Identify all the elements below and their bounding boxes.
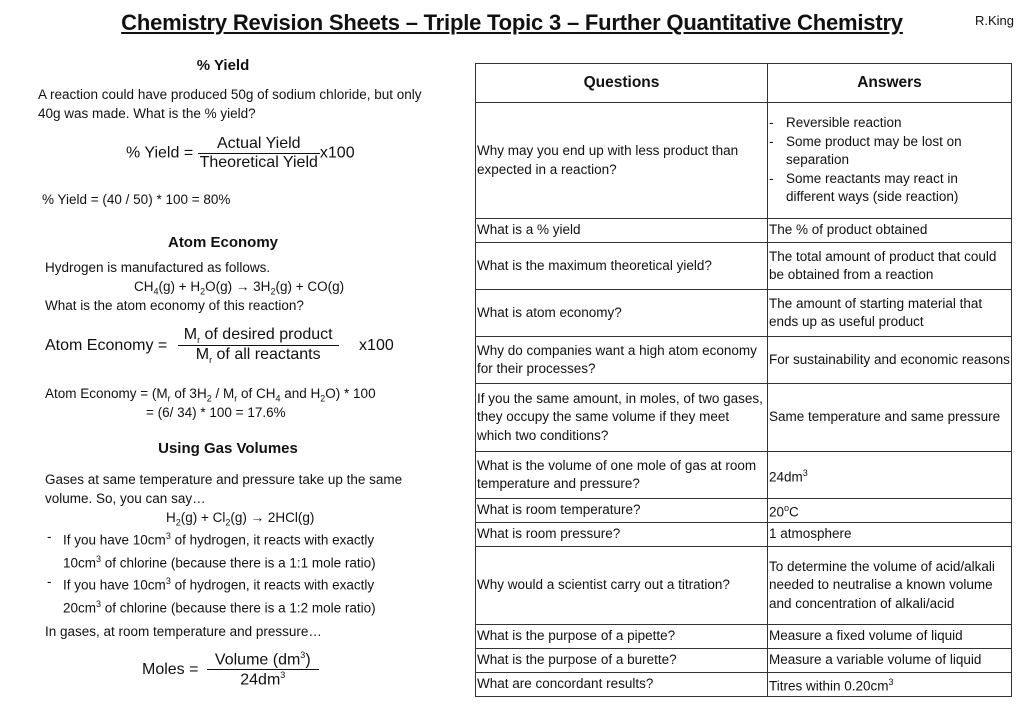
table-row (476, 337, 1012, 384)
answer-cell (768, 103, 1012, 219)
table-row (476, 290, 1012, 337)
question-cell: What is atom economy? (476, 290, 768, 337)
answer-cell: Measure a variable volume of liquid (768, 649, 1012, 673)
table-row (476, 452, 1012, 499)
atom-economy-multiplier: x100 (359, 336, 394, 354)
table-row (476, 384, 1012, 452)
table-row (476, 243, 1012, 290)
answer-cell: 20$^o$C (768, 499, 1012, 523)
atom-economy-answer-line2: = (6/ 34) * 100 = 17.6% (146, 405, 286, 420)
yield-formula-lhs: % Yield = (126, 144, 194, 162)
page-title: Chemistry Revision Sheets – Triple Topic 3 – Further Quantitative Chemistry (121, 10, 903, 35)
answer-cell: Titres within $0.20cm^3$ (768, 673, 1012, 697)
gas-volumes-intro: Gases at same temperature and pressure take up the same volume. So, you can say… (45, 472, 403, 506)
answer-list-item: - Some product may be lost on separation (769, 133, 1010, 170)
atom-economy-intro: Hydrogen is manufactured as follows. (45, 260, 271, 275)
answer-list-item: - Some reactants may react in different ways (side reaction) (769, 170, 1010, 207)
question-cell: What is the purpose of a pipette? (476, 625, 768, 649)
table-row (476, 523, 1012, 547)
answer-cell: $24dm^3$ (768, 452, 1012, 499)
question-cell: Why may you end up with less product than expected in a reaction? (476, 103, 768, 219)
questions-header: Questions (476, 64, 768, 103)
yield-denominator: Theoretical Yield (199, 154, 318, 171)
question-cell: What is the purpose of a burette? (476, 649, 768, 673)
moles-denominator: $24dm^3$ (240, 670, 286, 689)
table-row (476, 219, 1012, 243)
atom-economy-formula (45, 326, 394, 365)
question-cell: Why would a scientist carry out a titration? (476, 547, 768, 625)
table-row (476, 103, 1012, 219)
moles-formula (142, 650, 319, 690)
atom-economy-question: What is the atom economy of this reaction? (45, 298, 304, 313)
question-cell: What is room pressure? (476, 523, 768, 547)
table-row (476, 649, 1012, 673)
atom-economy-numerator: $M_r$ of desired product (178, 326, 339, 346)
question-cell: What are concordant results? (476, 673, 768, 697)
answer-cell: The % of product obtained (768, 219, 1012, 243)
yield-fraction (198, 135, 320, 172)
answer-cell: Same temperature and same pressure (768, 384, 1012, 452)
gas-volumes-bullets (45, 527, 425, 617)
answer-cell: Measure a fixed volume of liquid (768, 625, 1012, 649)
yield-multiplier: x100 (319, 144, 355, 162)
table-header-row (476, 64, 1012, 103)
table-row (476, 499, 1012, 523)
yield-intro: A reaction could have produced 50g of sodium chloride, but only 40g was made. What is the % yield? (38, 87, 422, 121)
yield-formula (126, 135, 355, 172)
yield-answer: % Yield = (40 / 50) * 100 = 80% (42, 192, 231, 207)
answer-cell: For sustainability and economic reasons (768, 337, 1012, 384)
answer-cell: 1 atmosphere (768, 523, 1012, 547)
question-cell: What is the maximum theoretical yield? (476, 243, 768, 290)
question-cell: Why do companies want a high atom economy for their processes? (476, 337, 768, 384)
moles-fraction (207, 650, 319, 690)
atom-economy-heading: Atom Economy (167, 234, 278, 251)
question-cell: If you the same amount, in moles, of two gases, they occupy the same volume if they meet which two conditions? (476, 384, 768, 452)
yield-heading: % Yield (196, 57, 250, 74)
question-cell: What is the volume of one mole of gas at room temperature and pressure? (476, 452, 768, 499)
qa-table (475, 63, 1012, 697)
table-row (476, 625, 1012, 649)
gas-volumes-bullet-2: - If you have $10cm^3$ of hydrogen, it reacts with exactly $20cm^3$ of chlorine (because there is a 1:2 mole ratio) (45, 572, 425, 617)
moles-formula-lhs: Moles = (142, 661, 199, 679)
gas-volumes-equation: $H_2(g) + Cl_2(g) \to 2HCl(g)$ (166, 510, 315, 528)
question-cell: What is room temperature? (476, 499, 768, 523)
answer-cell: To determine the volume of acid/alkali needed to neutralise a known volume and concentration of alkali/acid (768, 547, 1012, 625)
yield-numerator: Actual Yield (198, 135, 320, 154)
atom-economy-denominator: $M_r$ of all reactants (195, 346, 321, 366)
table-row (476, 673, 1012, 697)
author-label: R.King (974, 13, 1014, 28)
answer-cell: The amount of starting material that ends up as useful product (768, 290, 1012, 337)
atom-economy-formula-lhs: Atom Economy = (45, 336, 168, 354)
answer-list-item: - Reversible reaction (769, 114, 1010, 133)
answers-header: Answers (768, 64, 1012, 103)
gas-volumes-heading: Using Gas Volumes (158, 440, 298, 457)
atom-economy-answer-line1: Atom Economy = ($M_r$ of $3H_2 / M_r$ of $CH_4$ and $H_2O) * 100$ (45, 386, 376, 404)
gas-volumes-rtp-note: In gases, at room temperature and pressure… (45, 624, 322, 639)
question-cell: What is a % yield (476, 219, 768, 243)
atom-economy-fraction (178, 326, 339, 365)
moles-numerator: Volume $(dm^3)$ (207, 650, 319, 670)
atom-economy-equation: $CH_4(g) + H_2O(g) \to 3H_2(g) + CO(g)$ (134, 279, 345, 297)
answer-list (769, 114, 1010, 207)
table-row (476, 547, 1012, 625)
gas-volumes-bullet-1: - If you have $10cm^3$ of hydrogen, it reacts with exactly $10cm^3$ of chlorine (because there is a 1:1 mole ratio) (45, 527, 425, 572)
answer-cell: The total amount of product that could be obtained from a reaction (768, 243, 1012, 290)
